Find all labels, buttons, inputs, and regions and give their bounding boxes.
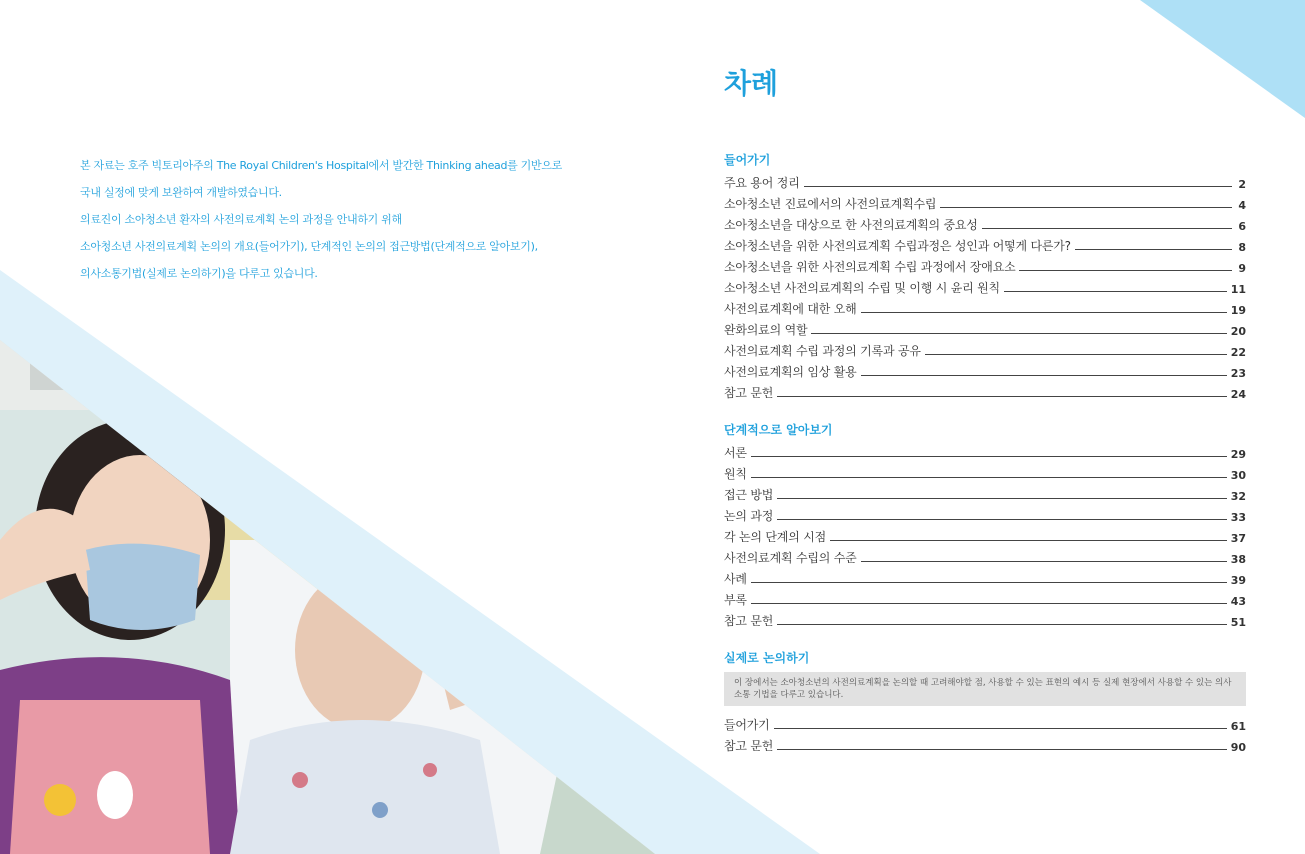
- toc-entry-page: 32: [1230, 490, 1246, 503]
- toc-entry-list: [724, 712, 1246, 754]
- toc-entry[interactable]: [724, 545, 1246, 566]
- toc-entry-page: 51: [1230, 616, 1246, 629]
- section-heading: 실제로 논의하기: [724, 651, 810, 665]
- toc-entry[interactable]: [724, 233, 1246, 254]
- toc-entry[interactable]: [724, 317, 1246, 338]
- toc-entry-label: 논의 과정: [724, 509, 774, 523]
- toc-entry[interactable]: [724, 254, 1246, 275]
- intro-line: 의료진이 소아청소년 환자의 사전의료계획 논의 과정을 안내하기 위해: [80, 213, 402, 226]
- toc-leader-line: [1075, 249, 1232, 250]
- intro-line: 의사소통기법(실제로 논의하기)을 다루고 있습니다.: [80, 267, 318, 280]
- toc-entry-label: 소아청소년을 위한 사전의료계획 수립과정은 성인과 어떻게 다른가?: [724, 239, 1071, 253]
- toc-entry-label: 사전의료계획 수립의 수준: [724, 551, 857, 565]
- toc-entry[interactable]: [724, 170, 1246, 191]
- toc-entry-label: 사전의료계획 수립 과정의 기록과 공유: [724, 344, 921, 358]
- toc-section-intro: [724, 150, 1246, 401]
- toc-leader-line: [774, 728, 1227, 729]
- toc-entry-page: 43: [1230, 595, 1246, 608]
- toc-entry-page: 37: [1230, 532, 1246, 545]
- toc-entry-label: 참고 문헌: [724, 739, 774, 753]
- toc-leader-line: [751, 603, 1227, 604]
- toc-entry[interactable]: [724, 461, 1246, 482]
- toc-entry-label: 부록: [724, 593, 747, 607]
- toc-leader-line: [751, 582, 1227, 583]
- toc-entry[interactable]: [724, 212, 1246, 233]
- toc-entry-page: 90: [1230, 741, 1246, 754]
- toc-leader-line: [940, 207, 1232, 208]
- toc-entry-label: 주요 용어 정리: [724, 176, 800, 190]
- toc-entry-list: [724, 440, 1246, 629]
- toc-leader-line: [861, 561, 1227, 562]
- toc-title: 차례: [724, 67, 779, 100]
- toc-leader-line: [751, 477, 1227, 478]
- toc-leader-line: [830, 540, 1227, 541]
- toc-entry-page: 30: [1230, 469, 1246, 482]
- toc-leader-line: [777, 749, 1227, 750]
- toc-entry-page: 29: [1230, 448, 1246, 461]
- toc-entry-page: 24: [1230, 388, 1246, 401]
- top-right-triangle: [1140, 0, 1305, 118]
- toc-leader-line: [861, 375, 1227, 376]
- toc-entry[interactable]: [724, 503, 1246, 524]
- toc-entry[interactable]: [724, 440, 1246, 461]
- toc-entry-page: 6: [1238, 220, 1246, 233]
- toc-entry-label: 사전의료계획에 대한 오해: [724, 302, 857, 316]
- toc-entry-label: 소아청소년을 대상으로 한 사전의료계획의 중요성: [724, 218, 978, 232]
- toc-entry-page: 38: [1230, 553, 1246, 566]
- toc-entry-label: 각 논의 단계의 시점: [724, 530, 826, 544]
- section-heading: 들어가기: [724, 153, 771, 167]
- section-heading: 단계적으로 알아보기: [724, 423, 833, 437]
- toc-leader-line: [751, 456, 1227, 457]
- toc-entry-label: 원칙: [724, 467, 747, 481]
- toc-entry-page: 4: [1238, 199, 1246, 212]
- toc-entry[interactable]: [724, 524, 1246, 545]
- toc-entry-page: 19: [1230, 304, 1246, 317]
- toc-entry-label: 사전의료계획의 임상 활용: [724, 365, 857, 379]
- toc-entry-page: 2: [1238, 178, 1246, 191]
- toc-entry[interactable]: [724, 608, 1246, 629]
- toc-entry[interactable]: [724, 359, 1246, 380]
- toc-entry-label: 들어가기: [724, 718, 770, 732]
- toc-section-steps: [724, 420, 1246, 629]
- toc-entry[interactable]: [724, 733, 1246, 754]
- toc-entry-label: 완화의료의 역할: [724, 323, 808, 337]
- intro-paragraph: [80, 152, 600, 287]
- toc-entry-page: 20: [1230, 325, 1246, 338]
- toc-entry-page: 33: [1230, 511, 1246, 524]
- toc-leader-line: [925, 354, 1227, 355]
- toc-leader-line: [777, 519, 1227, 520]
- toc-entry-page: 39: [1230, 574, 1246, 587]
- intro-line: 국내 실정에 맞게 보완하여 개발하였습니다.: [80, 186, 282, 199]
- toc-leader-line: [861, 312, 1227, 313]
- section-note: 이 장에서는 소아청소년의 사전의료계획을 논의할 때 고려해야할 점, 사용할 수 있는 표현의 예시 등 실제 현장에서 사용할 수 있는 의사소통 기법을 다루고 있습니다.: [724, 672, 1246, 706]
- toc-leader-line: [777, 624, 1227, 625]
- toc-entry-label: 참고 문헌: [724, 386, 774, 400]
- toc-entry-label: 참고 문헌: [724, 614, 774, 628]
- toc-entry-label: 접근 방법: [724, 488, 774, 502]
- toc-leader-line: [777, 396, 1227, 397]
- toc-entry-label: 소아청소년 사전의료계획의 수립 및 이행 시 윤리 원칙: [724, 281, 1000, 295]
- toc-entry-page: 23: [1230, 367, 1246, 380]
- toc-leader-line: [1004, 291, 1227, 292]
- toc-entry[interactable]: [724, 191, 1246, 212]
- toc-entry[interactable]: [724, 338, 1246, 359]
- toc-entry[interactable]: [724, 566, 1246, 587]
- toc-entry-page: 9: [1238, 262, 1246, 275]
- intro-line: 본 자료는 호주 빅토리아주의 The Royal Children's Hospital에서 발간한 Thinking ahead를 기반으로: [80, 159, 562, 172]
- toc-section-practice: [724, 648, 1246, 754]
- toc-entry[interactable]: [724, 587, 1246, 608]
- intro-line: 소아청소년 사전의료계획 논의의 개요(들어가기), 단계적인 논의의 접근방법(단계적으로 알아보기),: [80, 240, 538, 253]
- toc-entry-page: 22: [1230, 346, 1246, 359]
- toc-entry-label: 서론: [724, 446, 747, 460]
- toc-entry[interactable]: [724, 380, 1246, 401]
- toc-entry-label: 소아청소년 진료에서의 사전의료계획수립: [724, 197, 937, 211]
- toc-entry-page: 61: [1230, 720, 1246, 733]
- toc-entry[interactable]: [724, 296, 1246, 317]
- toc-entry-list: [724, 170, 1246, 401]
- toc-entry[interactable]: [724, 712, 1246, 733]
- toc-entry-page: 11: [1230, 283, 1246, 296]
- toc-leader-line: [777, 498, 1227, 499]
- toc-entry-page: 8: [1238, 241, 1246, 254]
- toc-entry-label: 사례: [724, 572, 747, 586]
- toc-leader-line: [1019, 270, 1232, 271]
- toc-leader-line: [804, 186, 1232, 187]
- toc-leader-line: [811, 333, 1226, 334]
- toc-leader-line: [982, 228, 1232, 229]
- toc-entry[interactable]: [724, 482, 1246, 503]
- toc-entry-label: 소아청소년을 위한 사전의료계획 수립 과정에서 장애요소: [724, 260, 1016, 274]
- toc-entry[interactable]: [724, 275, 1246, 296]
